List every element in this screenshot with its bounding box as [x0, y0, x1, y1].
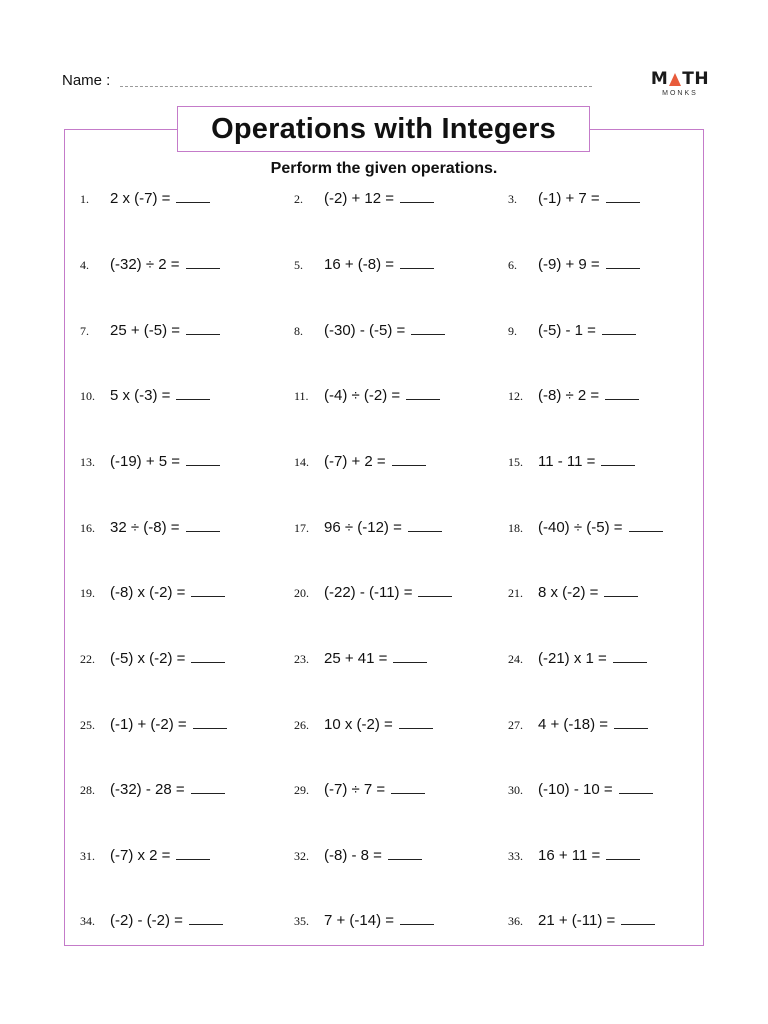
problem-number: 10.	[80, 389, 95, 403]
logo-left-letters: M	[650, 69, 669, 89]
problem-expression: (-9) + 9 =	[538, 256, 600, 273]
answer-blank[interactable]	[418, 584, 452, 597]
answer-blank[interactable]	[606, 847, 640, 860]
problem-18	[508, 519, 663, 536]
problem-number: 28.	[80, 783, 95, 797]
problem-number: 6.	[508, 258, 517, 272]
answer-blank[interactable]	[614, 716, 648, 729]
problem-expression: (-7) x 2 =	[110, 847, 171, 864]
problem-expression: 21 + (-11) =	[538, 912, 616, 929]
logo-right-letters: TH	[682, 69, 710, 89]
name-row	[62, 72, 592, 94]
problem-number: 21.	[508, 586, 523, 600]
problem-25	[80, 716, 227, 733]
problem-expression: (-2) + 12 =	[324, 190, 395, 207]
problem-35	[294, 912, 434, 929]
problem-3	[508, 190, 640, 207]
problem-expression: 16 + 11 =	[538, 847, 601, 864]
problem-number: 1.	[80, 192, 89, 206]
answer-blank[interactable]	[604, 584, 638, 597]
problem-number: 20.	[294, 586, 309, 600]
problem-expression: 2 x (-7) =	[110, 190, 171, 207]
answer-blank[interactable]	[602, 322, 636, 335]
problem-expression: (-5) - 1 =	[538, 322, 596, 339]
problem-10	[80, 387, 210, 404]
answer-blank[interactable]	[186, 519, 220, 532]
problem-number: 13.	[80, 455, 95, 469]
answer-blank[interactable]	[176, 190, 210, 203]
problem-expression: 8 x (-2) =	[538, 584, 599, 601]
answer-blank[interactable]	[629, 519, 663, 532]
problem-expression: (-8) - 8 =	[324, 847, 382, 864]
problem-number: 2.	[294, 192, 303, 206]
problem-12	[508, 387, 639, 404]
math-monks-logo	[650, 70, 710, 100]
problem-number: 3.	[508, 192, 517, 206]
problem-number: 36.	[508, 914, 523, 928]
problem-expression: 16 + (-8) =	[324, 256, 395, 273]
problem-15	[508, 453, 635, 470]
problem-number: 34.	[80, 914, 95, 928]
name-label: Name :	[62, 72, 111, 89]
problem-6	[508, 256, 640, 273]
problem-number: 15.	[508, 455, 523, 469]
problem-30	[508, 781, 653, 798]
problem-22	[80, 650, 225, 667]
problem-expression: 32 ÷ (-8) =	[110, 519, 180, 536]
problem-28	[80, 781, 225, 798]
problem-number: 4.	[80, 258, 89, 272]
problem-number: 33.	[508, 849, 523, 863]
answer-blank[interactable]	[400, 256, 434, 269]
worksheet-title: Operations with Integers	[211, 112, 556, 145]
problem-expression: (-30) - (-5) =	[324, 322, 406, 339]
problem-9	[508, 322, 636, 339]
problem-expression: (-2) - (-2) =	[110, 912, 183, 929]
problem-26	[294, 716, 433, 733]
problem-number: 24.	[508, 652, 523, 666]
problem-number: 8.	[294, 324, 303, 338]
problem-number: 16.	[80, 521, 95, 535]
problem-expression: (-7) ÷ 7 =	[324, 781, 386, 798]
problem-number: 30.	[508, 783, 523, 797]
problem-expression: (-22) - (-11) =	[324, 584, 413, 601]
problem-7	[80, 322, 220, 339]
problem-number: 35.	[294, 914, 309, 928]
title-box	[177, 106, 590, 152]
answer-blank[interactable]	[176, 847, 210, 860]
problem-number: 7.	[80, 324, 89, 338]
answer-blank[interactable]	[400, 912, 434, 925]
answer-blank[interactable]	[186, 322, 220, 335]
problem-expression: (-5) x (-2) =	[110, 650, 186, 667]
problem-19	[80, 584, 225, 601]
problem-17	[294, 519, 442, 536]
problem-24	[508, 650, 647, 667]
problem-expression: 96 ÷ (-12) =	[324, 519, 402, 536]
problem-31	[80, 847, 210, 864]
triangle-icon	[669, 73, 681, 86]
problem-expression: 4 + (-18) =	[538, 716, 609, 733]
answer-blank[interactable]	[186, 453, 220, 466]
problem-expression: (-8) ÷ 2 =	[538, 387, 600, 404]
problem-number: 23.	[294, 652, 309, 666]
problem-expression: 11 - 11 =	[538, 453, 596, 470]
problem-expression: (-19) + 5 =	[110, 453, 181, 470]
problem-4	[80, 256, 220, 273]
worksheet-frame	[64, 129, 704, 946]
problem-expression: (-1) + 7 =	[538, 190, 600, 207]
answer-blank[interactable]	[411, 322, 445, 335]
problem-expression: (-32) ÷ 2 =	[110, 256, 180, 273]
problem-number: 17.	[294, 521, 309, 535]
problem-21	[508, 584, 638, 601]
problem-expression: 25 + 41 =	[324, 650, 388, 667]
answer-blank[interactable]	[189, 912, 223, 925]
problem-32	[294, 847, 422, 864]
problem-number: 18.	[508, 521, 523, 535]
answer-blank[interactable]	[613, 650, 647, 663]
problem-36	[508, 912, 655, 929]
problem-27	[508, 716, 648, 733]
problem-number: 29.	[294, 783, 309, 797]
problem-expression: (-10) - 10 =	[538, 781, 613, 798]
problem-16	[80, 519, 220, 536]
problem-1	[80, 190, 210, 207]
problem-number: 5.	[294, 258, 303, 272]
logo-subtitle: MONKS	[662, 90, 698, 97]
problem-number: 14.	[294, 455, 309, 469]
problem-expression: (-7) + 2 =	[324, 453, 386, 470]
answer-blank[interactable]	[406, 387, 440, 400]
problem-number: 32.	[294, 849, 309, 863]
answer-blank[interactable]	[601, 453, 635, 466]
problem-expression: 10 x (-2) =	[324, 716, 393, 733]
answer-blank[interactable]	[193, 716, 227, 729]
instructions: Perform the given operations.	[270, 160, 498, 177]
problem-13	[80, 453, 220, 470]
answer-blank[interactable]	[191, 781, 225, 794]
answer-blank[interactable]	[393, 650, 427, 663]
problem-33	[508, 847, 640, 864]
problem-14	[294, 453, 426, 470]
problem-expression: (-4) ÷ (-2) =	[324, 387, 401, 404]
problem-11	[294, 387, 440, 404]
problem-number: 27.	[508, 718, 523, 732]
answer-blank[interactable]	[391, 781, 425, 794]
answer-blank[interactable]	[619, 781, 653, 794]
problem-number: 31.	[80, 849, 95, 863]
problem-expression: (-32) - 28 =	[110, 781, 185, 798]
answer-blank[interactable]	[400, 190, 434, 203]
problem-5	[294, 256, 434, 273]
problem-number: 22.	[80, 652, 95, 666]
problem-23	[294, 650, 427, 667]
answer-blank[interactable]	[605, 387, 639, 400]
answer-blank[interactable]	[621, 912, 655, 925]
answer-blank[interactable]	[191, 584, 225, 597]
problem-number: 11.	[294, 389, 309, 403]
problem-number: 25.	[80, 718, 95, 732]
problem-2	[294, 190, 434, 207]
problem-expression: 7 + (-14) =	[324, 912, 395, 929]
answer-blank[interactable]	[408, 519, 442, 532]
answer-blank[interactable]	[392, 453, 426, 466]
problem-expression: (-21) x 1 =	[538, 650, 607, 667]
problem-expression: (-40) ÷ (-5) =	[538, 519, 623, 536]
answer-blank[interactable]	[388, 847, 422, 860]
problem-expression: 5 x (-3) =	[110, 387, 171, 404]
problem-expression: (-8) x (-2) =	[110, 584, 186, 601]
problem-expression: (-1) + (-2) =	[110, 716, 187, 733]
answer-blank[interactable]	[606, 190, 640, 203]
problem-20	[294, 584, 452, 601]
answer-blank[interactable]	[399, 716, 433, 729]
answer-blank[interactable]	[176, 387, 210, 400]
answer-blank[interactable]	[191, 650, 225, 663]
problem-number: 26.	[294, 718, 309, 732]
problem-8	[294, 322, 445, 339]
problem-34	[80, 912, 223, 929]
answer-blank[interactable]	[606, 256, 640, 269]
problem-number: 12.	[508, 389, 523, 403]
problem-expression: 25 + (-5) =	[110, 322, 181, 339]
problem-number: 9.	[508, 324, 517, 338]
name-field[interactable]	[120, 86, 592, 87]
problem-number: 19.	[80, 586, 95, 600]
logo-wordmark	[650, 70, 710, 88]
problem-29	[294, 781, 425, 798]
answer-blank[interactable]	[186, 256, 220, 269]
